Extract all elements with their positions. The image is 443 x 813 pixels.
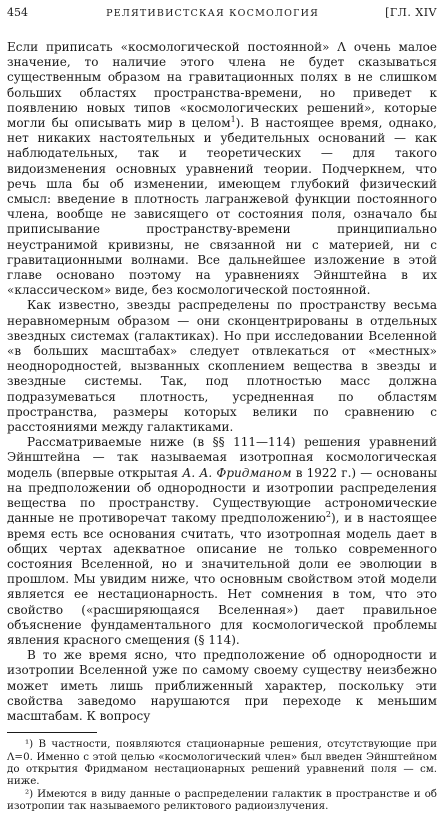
main-text [7,40,437,724]
paragraph-text: ), и в настоящее время есть все основания считать, что изотропная модель дает в общих чертах адекватное описание не только современного состояния Вселенной, но и значительной доли ее эволюции в прошлом. Мы увидим ниже, что основным свойством этой модели является ее нестационарность. Нет сомнения в том, что это свойство («расширяющаяся Вселенная») дает правильное объяснение фундаментального для космологической проблемы явления красного смещения (§ 114). [7,511,437,647]
body-paragraph [7,40,437,298]
paragraph-text: Рассматриваемые ниже (в §§ 111—114) решения уравнений Эйнштейна — так называемая изотропная космологическая модель (впервые открытая [7,435,437,480]
book-page [7,6,437,813]
footnote-2: ²) Имеются в виду данные о распределении галактик в пространстве и об изотропии так называемого реликтового радиоизлучения. [7,787,437,813]
paragraph-text: Если приписать «космологической постоянной» Λ очень малое значение, то наличие этого члена не будет сказываться существенным образом на гравитационных полях в не слишком больших областях пространства-времени, но приведет к появлению новых типов «космологических решений», которые могли бы описывать мир в целом [7,40,437,131]
paragraph-text: Как известно, звезды распределены по пространству весьма неравномерным образом — они сконцентрированы в отдельных звездных системах (галактиках). Но при исследовании Вселенной «в больших масштабах» следует отвлекаться от «местных» неоднородностей, вызванных скоплением вещества в звезды и звездные системы. Так, под плотностью масс должна подразумеваться плотность, усредненная по областям пространства, размеры которых велики по сравнению с расстояниями между галактиками. [7,298,437,435]
paragraph-text: в 1922 г.) — основаны на предположении об однородности и изотропии распределения вещества по пространству. Существующие астрономические данные не противоречат такому предположению [7,465,438,526]
footnote-ref: 2 [325,510,331,520]
footnote-divider [7,732,97,733]
running-title: РЕЛЯТИВИСТСКАЯ КОСМОЛОГИЯ [106,8,319,19]
paragraph-text: ). В настоящее время, однако, нет никаких настоятельных и убедительных оснований — как наблюдательных, так и теоретических — для такого видоизменения основных уравнений теории. Подчеркнем, что речь шла бы об изменении, имеющем глубокий физический смысл: введение в плотность лагранжевой функции постоянного члена, вообще не зависящего от состояния поля, означало бы приписывание пространству-времени принципиально неустранимой кривизны, не связанной ни с материей, ни с гравитационными волнами. Все дальнейшее изложение в этой главе основано поэтому на уравнениях Эйнштейна в их «классическом» виде, без космологической постоянной. [7,116,437,298]
body-paragraph [7,298,437,435]
emphasis-text: А. А. Фридманом [182,465,292,480]
footnotes [7,738,437,812]
running-head [7,6,437,22]
body-paragraph [7,435,437,648]
chapter-label: [ГЛ. XIV [385,6,437,19]
footnote-1: ¹) В частности, появляются стационарные решения, отсутствующие при Λ=0. Именно с этой целью «космологический член» был введен Эйнштейном до открытия Фридманом нестационарных решений уравнений поля — см. ниже. [7,738,437,788]
footnote-ref: 1 [230,115,236,125]
paragraph-text: В то же время ясно, что предположение об однородности и изотропии Вселенной уже по самому своему существу неизбежно может иметь лишь приближенный характер, поскольку эти свойства заведомо нарушаются при переходе к меньшим масштабам. К вопросу [7,648,437,723]
body-paragraph [7,648,437,724]
page-number: 454 [7,6,28,19]
